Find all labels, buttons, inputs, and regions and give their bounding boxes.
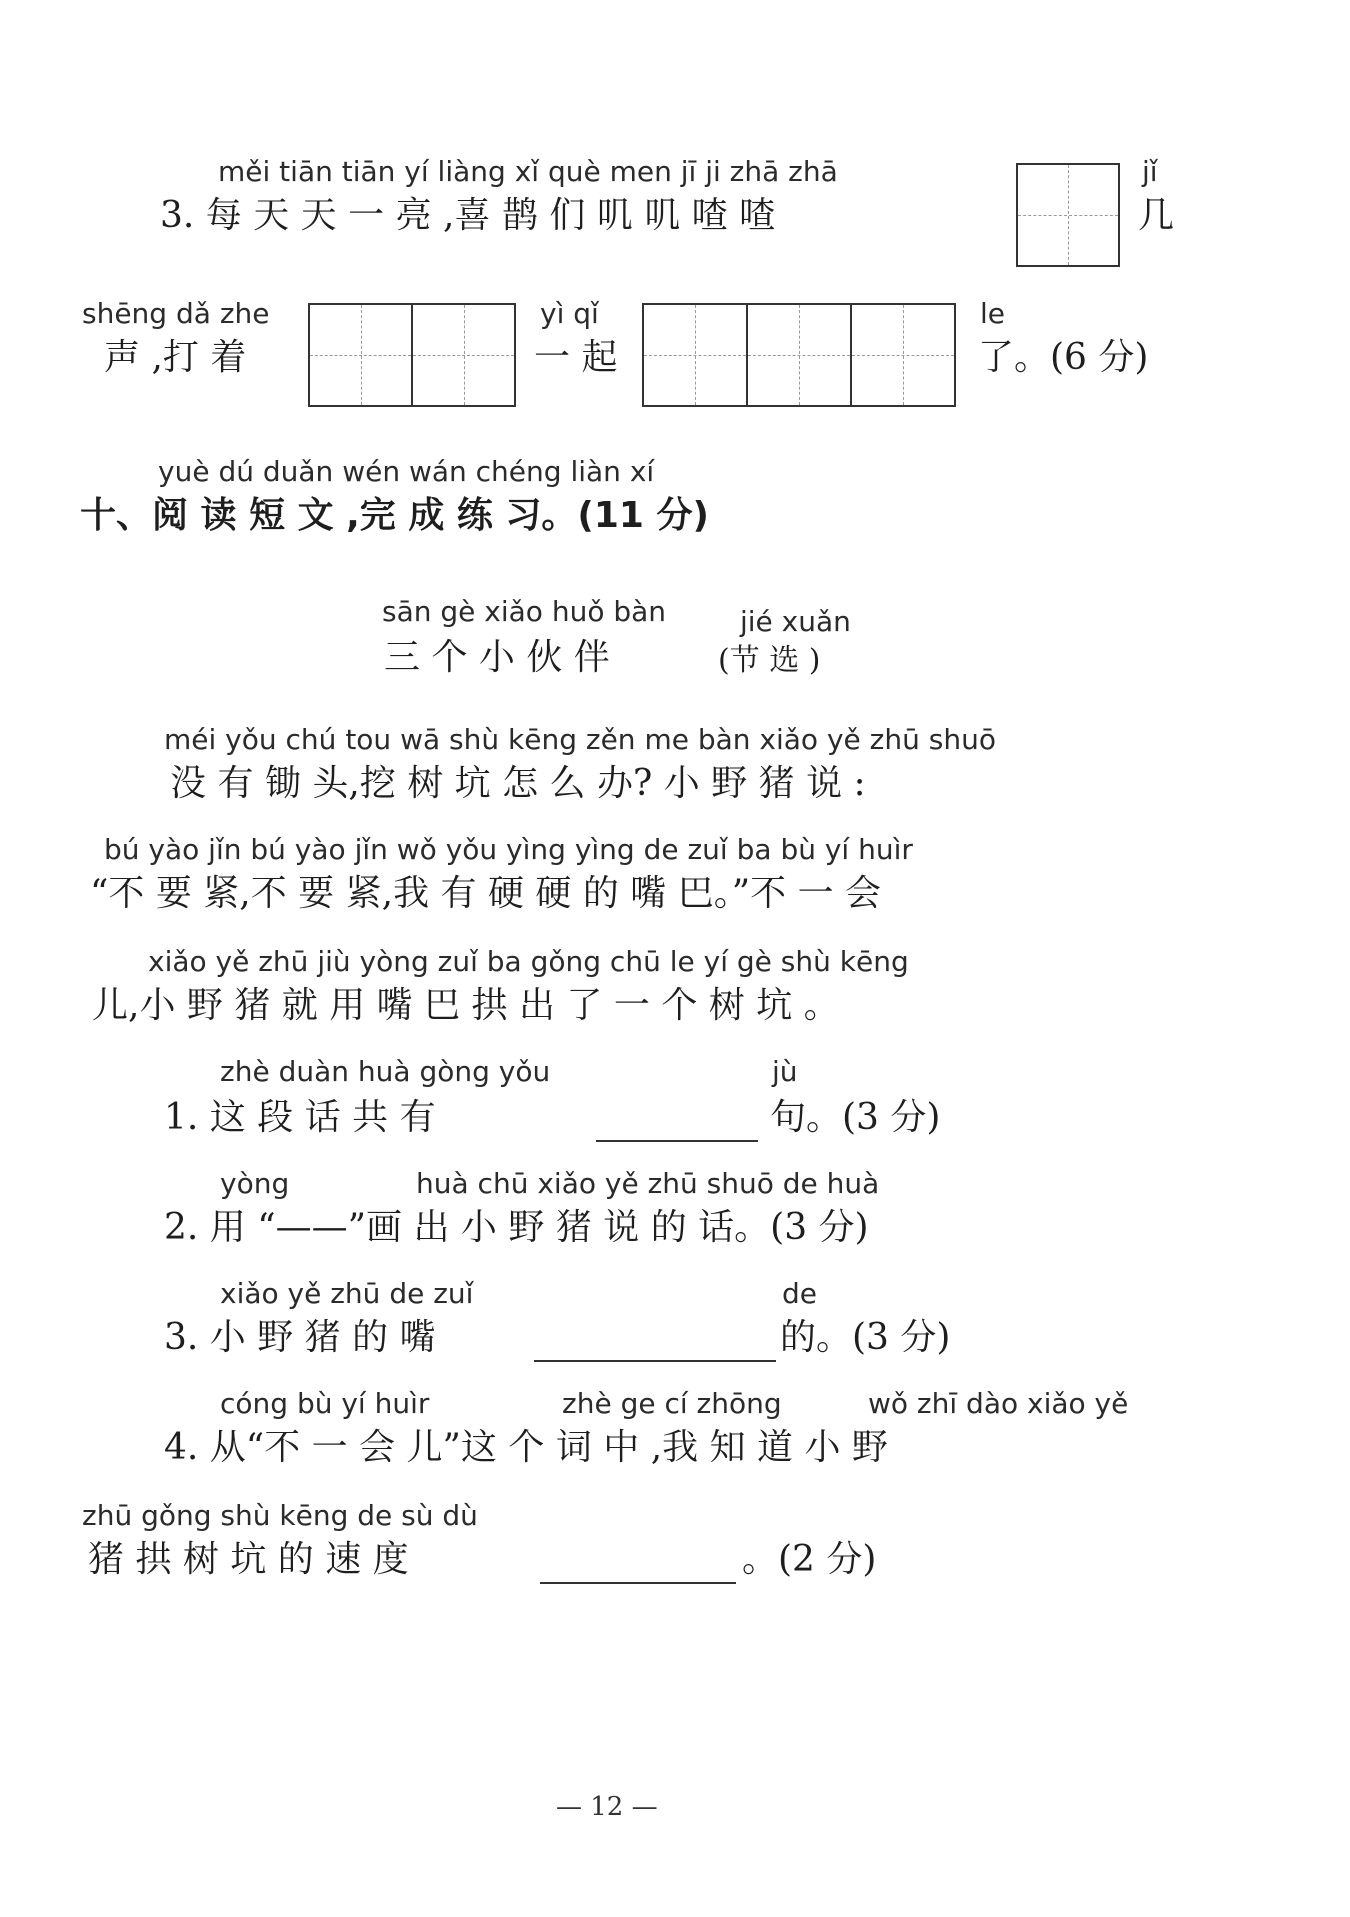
q4-pinyin-d: zhū gǒng shù kēng de sù dù [82, 1499, 478, 1532]
section10-pinyin: yuè dú duǎn wén wán chéng liàn xí [158, 455, 655, 488]
q3b-pinyin-b: de [782, 1277, 817, 1310]
q3-pinyin-line-a: měi tiān tiān yí liàng xǐ què men jī ji zhā zhā [218, 155, 838, 188]
q3-char-ji: 几 [1138, 195, 1175, 236]
writing-cell[interactable] [644, 305, 748, 405]
q1-text-b: 句。(3 分) [770, 1097, 941, 1138]
q3-text-b3: 了。(6 分) [978, 337, 1149, 378]
answer-box-1[interactable] [1016, 163, 1120, 267]
page-number: — 12 — [556, 1792, 658, 1822]
writing-cell[interactable] [413, 305, 514, 405]
q4-pinyin-b: zhè ge cí zhōng [562, 1387, 782, 1420]
q3-text-line-a: 3. 每 天 天 一 亮 ,喜 鹊 们 叽 叽 喳 喳 [160, 195, 776, 236]
q1-answer-blank[interactable] [596, 1140, 758, 1142]
passage-line-2-pinyin: bú yào jǐn bú yào jǐn wǒ yǒu yìng yìng de zuǐ ba bù yí huìr [104, 833, 913, 866]
q2-text: 2. 用 “——”画 出 小 野 猪 说 的 话。(3 分) [164, 1207, 869, 1248]
q1-text-a: 1. 这 段 话 共 有 [164, 1097, 436, 1138]
q3-pinyin-ji: jǐ [1142, 155, 1158, 188]
passage-title-pinyin: sān gè xiǎo huǒ bàn [382, 595, 667, 628]
answer-box-2[interactable] [308, 303, 516, 407]
q3b-text-b: 的。(3 分) [780, 1317, 951, 1358]
passage-title-note-pinyin: jié xuǎn [740, 605, 851, 638]
q3-pinyin-b2: yì qǐ [540, 297, 599, 330]
q3b-answer-blank[interactable] [534, 1360, 776, 1362]
passage-line-2: “不 要 紧,不 要 紧,我 有 硬 硬 的 嘴 巴。”不 一 会 [90, 873, 882, 914]
q1-pinyin-a: zhè duàn huà gòng yǒu [220, 1055, 551, 1088]
q1-pinyin-b: jù [772, 1055, 798, 1088]
passage-title: 三 个 小 伙 伴 [384, 637, 610, 678]
q4-text: 4. 从“不 一 会 儿”这 个 词 中 ,我 知 道 小 野 [164, 1427, 888, 1468]
passage-line-3: 儿,小 野 猪 就 用 嘴 巴 拱 出 了 一 个 树 坑 。 [92, 985, 840, 1026]
q4-pinyin-a: cóng bù yí huìr [220, 1387, 430, 1420]
passage-line-1: 没 有 锄 头,挖 树 坑 怎 么 办? 小 野 猪 说 : [170, 763, 866, 804]
q3b-pinyin-a: xiǎo yě zhū de zuǐ [220, 1277, 474, 1310]
q3b-text-a: 3. 小 野 猪 的 嘴 [164, 1317, 436, 1358]
q4-text-d: 猪 拱 树 坑 的 速 度 [88, 1539, 409, 1580]
q3-pinyin-b3: le [980, 297, 1006, 330]
passage-title-note: (节 选 ) [718, 643, 821, 678]
writing-cell[interactable] [1018, 165, 1118, 265]
passage-line-1-pinyin: méi yǒu chú tou wā shù kēng zěn me bàn xiǎo yě zhū shuō [164, 723, 996, 756]
q4-text-e: 。(2 分) [742, 1539, 877, 1580]
writing-cell[interactable] [852, 305, 954, 405]
q4-pinyin-c: wǒ zhī dào xiǎo yě [868, 1387, 1129, 1420]
writing-cell[interactable] [310, 305, 413, 405]
q2-pinyin-b: huà chū xiǎo yě zhū shuō de huà [416, 1167, 880, 1200]
q4-answer-blank[interactable] [540, 1582, 736, 1584]
answer-box-3[interactable] [642, 303, 956, 407]
passage-line-3-pinyin: xiǎo yě zhū jiù yòng zuǐ ba gǒng chū le yí gè shù kēng [148, 945, 909, 978]
q3-text-b2: 一 起 [534, 337, 618, 378]
q2-pinyin-a: yòng [220, 1167, 290, 1200]
q3-text-b1: 声 ,打 着 [104, 337, 247, 378]
section10-heading: 十、阅 读 短 文 ,完 成 练 习。(11 分) [80, 495, 709, 536]
writing-cell[interactable] [748, 305, 852, 405]
q3-pinyin-b1: shēng dǎ zhe [82, 297, 270, 330]
